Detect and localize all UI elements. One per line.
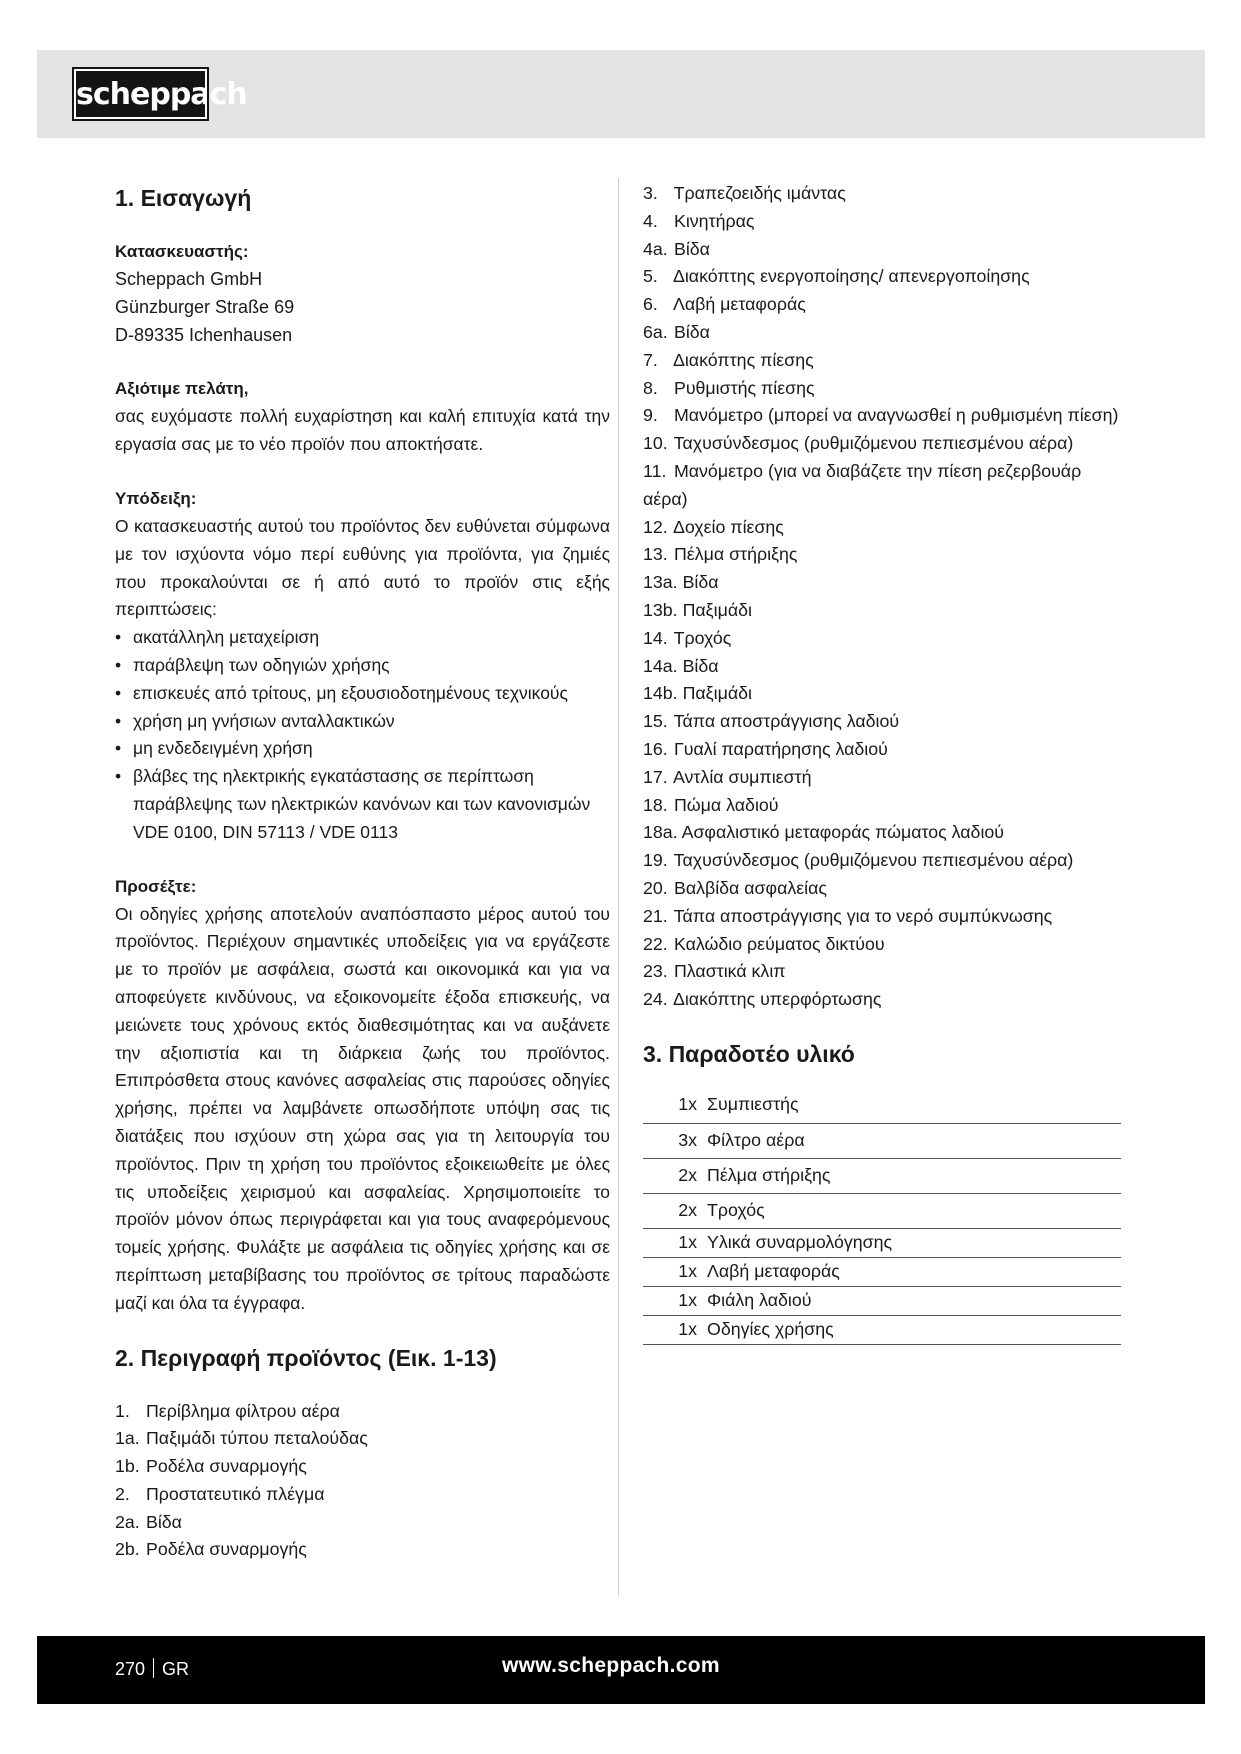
page-number: 270: [115, 1659, 146, 1679]
list-item: • ακατάλληλη μεταχείριση: [115, 627, 320, 648]
list-item: 1. Περίβλημα φίλτρου αέρα: [115, 1400, 340, 1421]
table-row: 1x Οδηγίες χρήσης: [643, 1316, 1121, 1345]
manufacturer-line: Günzburger Straße 69: [115, 296, 295, 317]
list-item: 14. Τροχός: [643, 627, 732, 648]
attention-text: Οι οδηγίες χρήσης αποτελούν αναπόσπαστο μέρος αυτού του προϊόντος. Περιέχουν σημαντικές υποδείξεις για να εργάζεστε με το προϊόν με ασφάλεια, σωστά και οικονομικά και για να αποφεύγετε κινδύνους, να εξοικονομείτε έξοδα επισκευής, να μειώνετε τους χρόνους εκτός διαθεσιμότητας και να αυξάνετε την αξιοπιστία και τη διάρκεια ζωής του προϊόντος. Επιπρόσθετα στους κανόνες ασφαλείας στις παρούσες οδηγίες χρήσης, πρέπει να λαμβάνετε οπωσδήποτε υπόψη σας τις διατάξεις που ισχύουν στη χώρα σας για τη λειτουργία του προϊόντος. Πριν τη χρήση του προϊόντος εξοικειωθείτε με όλες τις υποδείξεις χειρισμού και ασφαλείας. Χρησιμοποιείτε το προϊόν μόνον όπως περιγράφεται και για τους αναφερόμενους τομείς χρήσης. Φυλάξτε με ασφάλεια τις οδηγίες χρήσης και σε περίπτωση μεταβίβασης του προϊόντος σε τρίτους παραδώστε μαζί και όλα τα έγγραφα.: [115, 903, 610, 1313]
liability-bullet-list: [115, 624, 610, 846]
customer-text: σας ευχόμαστε πολλή ευχαρίστηση και καλή επιτυχία κατά την εργασία σας με το νέο προϊόν που αποκτήσατε.: [115, 406, 610, 455]
list-item: 24. Διακόπτης υπερφόρτωσης: [643, 989, 882, 1010]
table-row: 2x Τροχός: [643, 1194, 1121, 1229]
list-item: 15. Τάπα αποστράγγισης λαδιού: [643, 711, 900, 732]
list-item: 5. Διακόπτης ενεργοποίησης/ απενεργοποίησης: [643, 266, 1030, 287]
page-header: [37, 50, 1205, 138]
list-item: 1a. Παξιμάδι τύπου πεταλούδας: [115, 1428, 368, 1449]
list-item: • χρήση μη γνήσιων ανταλλακτικών: [115, 710, 395, 731]
list-item: 6a. Βίδα: [643, 321, 710, 342]
footer-separator: [153, 1658, 154, 1678]
manufacturer-label: Κατασκευαστής:: [115, 242, 249, 261]
table-row: 1x Φιάλη λαδιού: [643, 1287, 1121, 1316]
manufacturer-line: Scheppach GmbH: [115, 269, 263, 289]
list-item: 2b. Ροδέλα συναρμογής: [115, 1539, 307, 1560]
page-footer: [37, 1636, 1205, 1704]
list-item: 12. Δοχείο πίεσης: [643, 516, 784, 537]
list-item: 2a. Βίδα: [115, 1511, 182, 1532]
attention-label: Προσέξτε:: [115, 876, 197, 896]
list-item: • μη ενδεδειγμένη χρήση: [115, 738, 313, 759]
section-heading-delivery: 3. Παραδοτέο υλικό: [643, 1040, 855, 1067]
left-column: [115, 180, 610, 1564]
table-row: 1x Συμπιεστής: [643, 1086, 1121, 1124]
list-item: 21. Τάπα αποστράγγισης για το νερό συμπύκνωσης: [643, 905, 1053, 926]
table-row: 2x Πέλμα στήριξης: [643, 1159, 1121, 1194]
language-code: GR: [162, 1659, 190, 1679]
list-item: • παράβλεψη των οδηγιών χρήσης: [115, 654, 390, 675]
delivery-table: [643, 1086, 1121, 1345]
list-item: 11. Μανόμετρο (για να διαβάζετε την πίεση ρεζερβουάρ αέρα): [643, 460, 1082, 509]
table-row: 1x Λαβή μεταφοράς: [643, 1258, 1121, 1287]
list-item: 18. Πώμα λαδιού: [643, 794, 779, 815]
list-item: 7. Διακόπτης πίεσης: [643, 349, 814, 370]
list-item: 13a. Βίδα: [643, 572, 719, 593]
list-item: 18a. Ασφαλιστικό μεταφοράς πώματος λαδιού: [643, 822, 1005, 843]
list-item: 13b. Παξιμάδι: [643, 599, 752, 620]
list-item: 10. Ταχυσύνδεσμος (ρυθμιζόμενου πεπιεσμένου αέρα): [643, 433, 1074, 454]
list-item: 20. Βαλβίδα ασφαλείας: [643, 877, 827, 898]
list-item: • επισκευές από τρίτους, μη εξουσιοδοτημένους τεχνικούς: [115, 682, 568, 703]
list-item: 1b. Ροδέλα συναρμογής: [115, 1456, 307, 1477]
column-divider: [618, 178, 619, 1596]
table-row: 3x Φίλτρο αέρα: [643, 1124, 1121, 1159]
manufacturer-line: D-89335 Ichenhausen: [115, 324, 293, 345]
list-item: 19. Ταχυσύνδεσμος (ρυθμιζόμενου πεπιεσμένου αέρα): [643, 850, 1074, 871]
list-item: 8. Ρυθμιστής πίεσης: [643, 377, 815, 398]
list-item: 3. Τραπεζοειδής ιμάντας: [643, 183, 846, 203]
section-heading-intro: 1. Εισαγωγή: [115, 185, 252, 211]
table-row: 1x Υλικά συναρμολόγησης: [643, 1229, 1121, 1258]
list-item: 9. Μανόμετρο (μπορεί να αναγνωσθεί η ρυθμισμένη πίεση): [643, 405, 1119, 426]
page-indicator: [115, 1658, 189, 1680]
list-item: 2. Προστατευτικό πλέγμα: [115, 1483, 325, 1504]
list-item: 14b. Παξιμάδι: [643, 683, 752, 704]
note-text: Ο κατασκευαστής αυτού του προϊόντος δεν ευθύνεται σύμφωνα με τον ισχύοντα νόμο περί ευθύνης για προϊόντα, για ζημιές που προκαλούνται σε ή από αυτό το προϊόν στις εξής περιπτώσεις:: [115, 515, 610, 620]
right-column: [643, 180, 1123, 1345]
list-item: 22. Καλώδιο ρεύματος δικτύου: [643, 933, 885, 954]
list-item: • βλάβες της ηλεκτρικής εγκατάστασης σε περίπτωση παράβλεψης των ηλεκτρικών κανόνων και των κανονισμών VDE 0100, DIN 57113 / VDE 0113: [115, 766, 591, 842]
list-item: 4a. Βίδα: [643, 238, 710, 259]
list-item: 16. Γυαλί παρατήρησης λαδιού: [643, 738, 888, 759]
list-item: 4. Κινητήρας: [643, 210, 755, 231]
list-item: 6. Λαβή μεταφοράς: [643, 294, 806, 315]
note-label: Υπόδειξη:: [115, 488, 197, 508]
section-heading-description: 2. Περιγραφή προϊόντος (Εικ. 1-13): [115, 1344, 497, 1371]
website-url: www.scheppach.com: [502, 1654, 720, 1677]
parts-list-right: [643, 180, 1123, 1014]
parts-list-left: [115, 1398, 610, 1565]
list-item: 13. Πέλμα στήριξης: [643, 544, 798, 565]
list-item: 17. Αντλία συμπιεστή: [643, 766, 812, 787]
customer-label: Αξιότιμε πελάτη,: [115, 379, 249, 399]
scheppach-logo: scheppach: [74, 69, 207, 119]
list-item: 14a. Βίδα: [643, 655, 719, 676]
list-item: 23. Πλαστικά κλιπ: [643, 961, 786, 982]
